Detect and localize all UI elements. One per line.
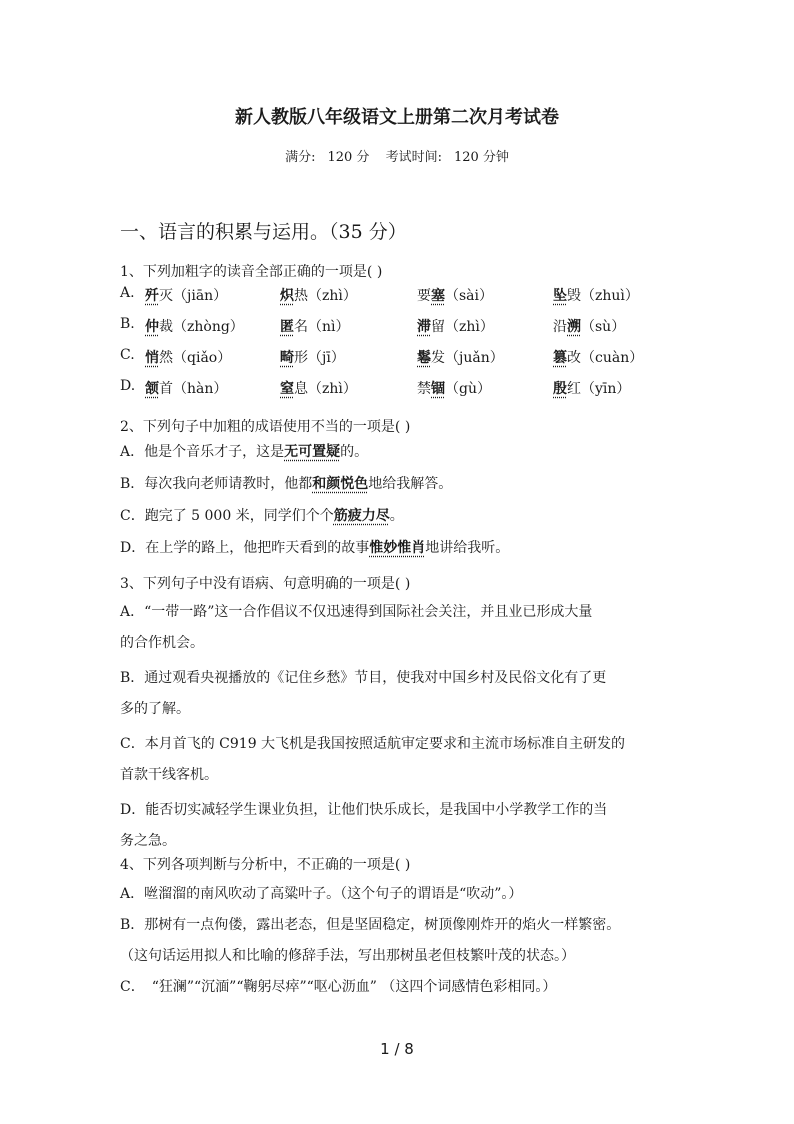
option-item (280, 378, 357, 398)
option-rest: 改（cuàn） (567, 350, 644, 366)
option-line: C．本月首飞的 C919 大飞机是我国按照适航审定要求和主流市场标准自主研发的 (120, 736, 626, 752)
option-item (553, 347, 643, 367)
option-item (280, 316, 350, 336)
option-line: B．那树有一点佝偻，露出老态，但是坚固稳定，树顶像刚炸开的焰火一样繁密。 (120, 917, 621, 933)
option-text: 。 (389, 508, 404, 524)
bold-character: 坠 (553, 288, 567, 304)
question-1-stem: 1、下列加粗字的读音全部正确的一项是( ) (120, 264, 383, 280)
option-rest: 留（zhì） (431, 319, 494, 335)
option-item (145, 285, 227, 305)
option-line: 务之急。 (120, 833, 176, 849)
option-rest: （sài） (445, 288, 494, 304)
bold-character: 畸 (280, 350, 294, 366)
idiom-bold: 惟妙惟肖 (369, 540, 426, 556)
option-item (280, 347, 345, 367)
option-prefix: 沿 (553, 319, 567, 335)
option-line: A．“一带一路”这一合作倡议不仅迅速得到国际社会关注，并且业已形成大量 (120, 604, 593, 620)
option-line (120, 505, 404, 525)
option-rest: 裁（zhòng） (159, 319, 244, 335)
bold-character: 篡 (553, 350, 567, 366)
bold-character: 悄 (145, 350, 159, 366)
section-heading: 一、语言的积累与运用。（35 分） (120, 221, 407, 243)
bold-character: 殷 (553, 381, 567, 397)
option-text: D．在上学的路上，他把昨天看到的故事 (120, 540, 370, 556)
question-2-stem: 2、下列句子中加粗的成语使用不当的一项是( ) (120, 419, 411, 435)
idiom-bold: 筋疲力尽 (333, 508, 390, 524)
option-rest: 发（juǎn） (431, 350, 504, 366)
bold-character: 塞 (431, 288, 445, 304)
bold-character: 锢 (431, 381, 445, 397)
exam-title: 新人教版八年级语文上册第二次月考试卷 (235, 107, 559, 128)
option-rest: 然（qiǎo） (159, 350, 232, 366)
exam-time-label: 考试时间: (385, 150, 442, 165)
exam-time-value: 120 分钟 (453, 150, 509, 165)
option-text: 地讲给我听。 (425, 540, 510, 556)
full-score-value: 120 分 (327, 150, 370, 165)
option-item (553, 316, 625, 336)
option-text: B．每次我向老师请教时，他都 (120, 476, 313, 492)
option-letter: B. (120, 316, 135, 332)
option-line: （这句话运用拟人和比喻的修辞手法，写出那树虽老但枝繁叶茂的状态。） (120, 948, 575, 964)
option-item (417, 285, 493, 305)
option-item (145, 347, 231, 367)
option-rest: 形（jī） (294, 350, 345, 366)
option-line: 多的了解。 (120, 701, 190, 717)
bold-character: 鬈 (417, 350, 431, 366)
option-rest: 毁（zhuì） (567, 288, 639, 304)
option-text: C．跑完了 5 000 米，同学们个个 (120, 508, 334, 524)
option-item (417, 378, 491, 398)
option-letter: C. (120, 347, 135, 363)
option-prefix: 要 (417, 288, 431, 304)
bold-character: 溯 (567, 319, 581, 335)
option-text: 的。 (340, 444, 369, 460)
option-line: B．通过观看央视播放的《记住乡愁》节目，使我对中国乡村及民俗文化有了更 (120, 670, 607, 686)
option-rest: 首（hàn） (159, 381, 228, 397)
bold-character: 颔 (145, 381, 159, 397)
option-rest: （sù） (581, 319, 626, 335)
exam-info (0, 146, 794, 165)
option-line: C． “狂澜”“沉湎”“鞠躬尽瘁”“呕心沥血” （这四个词感情色彩相同。） (120, 979, 557, 995)
option-letter: D. (120, 378, 136, 394)
full-score-label: 满分: (285, 150, 316, 165)
bold-character: 匿 (280, 319, 294, 335)
option-rest: 热（zhì） (294, 288, 357, 304)
question-3-stem: 3、下列句子中没有语病、句意明确的一项是( ) (120, 576, 411, 592)
option-item (553, 285, 639, 305)
idiom-bold: 和颜悦色 (312, 476, 369, 492)
option-item (417, 316, 494, 336)
option-letter: A. (120, 285, 135, 301)
option-item (553, 378, 630, 398)
bold-character: 仲 (145, 319, 159, 335)
option-item (145, 378, 227, 398)
question-4-stem: 4、下列各项判断与分析中，不正确的一项是( ) (120, 857, 411, 873)
option-item (280, 285, 357, 305)
bold-character: 窒 (280, 381, 294, 397)
idiom-bold: 无可置疑 (284, 444, 341, 460)
option-line: D．能否切实减轻学生课业负担，让他们快乐成长，是我国中小学教学工作的当 (120, 802, 608, 818)
option-text: A．他是个音乐才子，这是 (120, 444, 285, 460)
bold-character: 歼 (145, 288, 159, 304)
bold-character: 滞 (417, 319, 431, 335)
bold-character: 炽 (280, 288, 294, 304)
option-line (120, 441, 368, 461)
option-line: 首款干线客机。 (120, 767, 218, 783)
option-prefix: 禁 (417, 381, 431, 397)
option-line: A．咝溜溜的南风吹动了高粱叶子。（这个句子的谓语是“吹动”。） (120, 886, 523, 902)
option-rest: 红（yīn） (567, 381, 631, 397)
option-rest: 名（nì） (294, 319, 350, 335)
option-rest: 息（zhì） (294, 381, 357, 397)
option-item (145, 316, 244, 336)
option-rest: （gù） (445, 381, 491, 397)
page-number: 1 / 8 (380, 1040, 414, 1058)
option-rest: 灭（jiān） (159, 288, 228, 304)
option-item (417, 347, 504, 367)
option-text: 地给我解答。 (368, 476, 453, 492)
option-line (120, 537, 509, 557)
option-line (120, 473, 452, 493)
option-line: 的合作机会。 (120, 635, 204, 651)
